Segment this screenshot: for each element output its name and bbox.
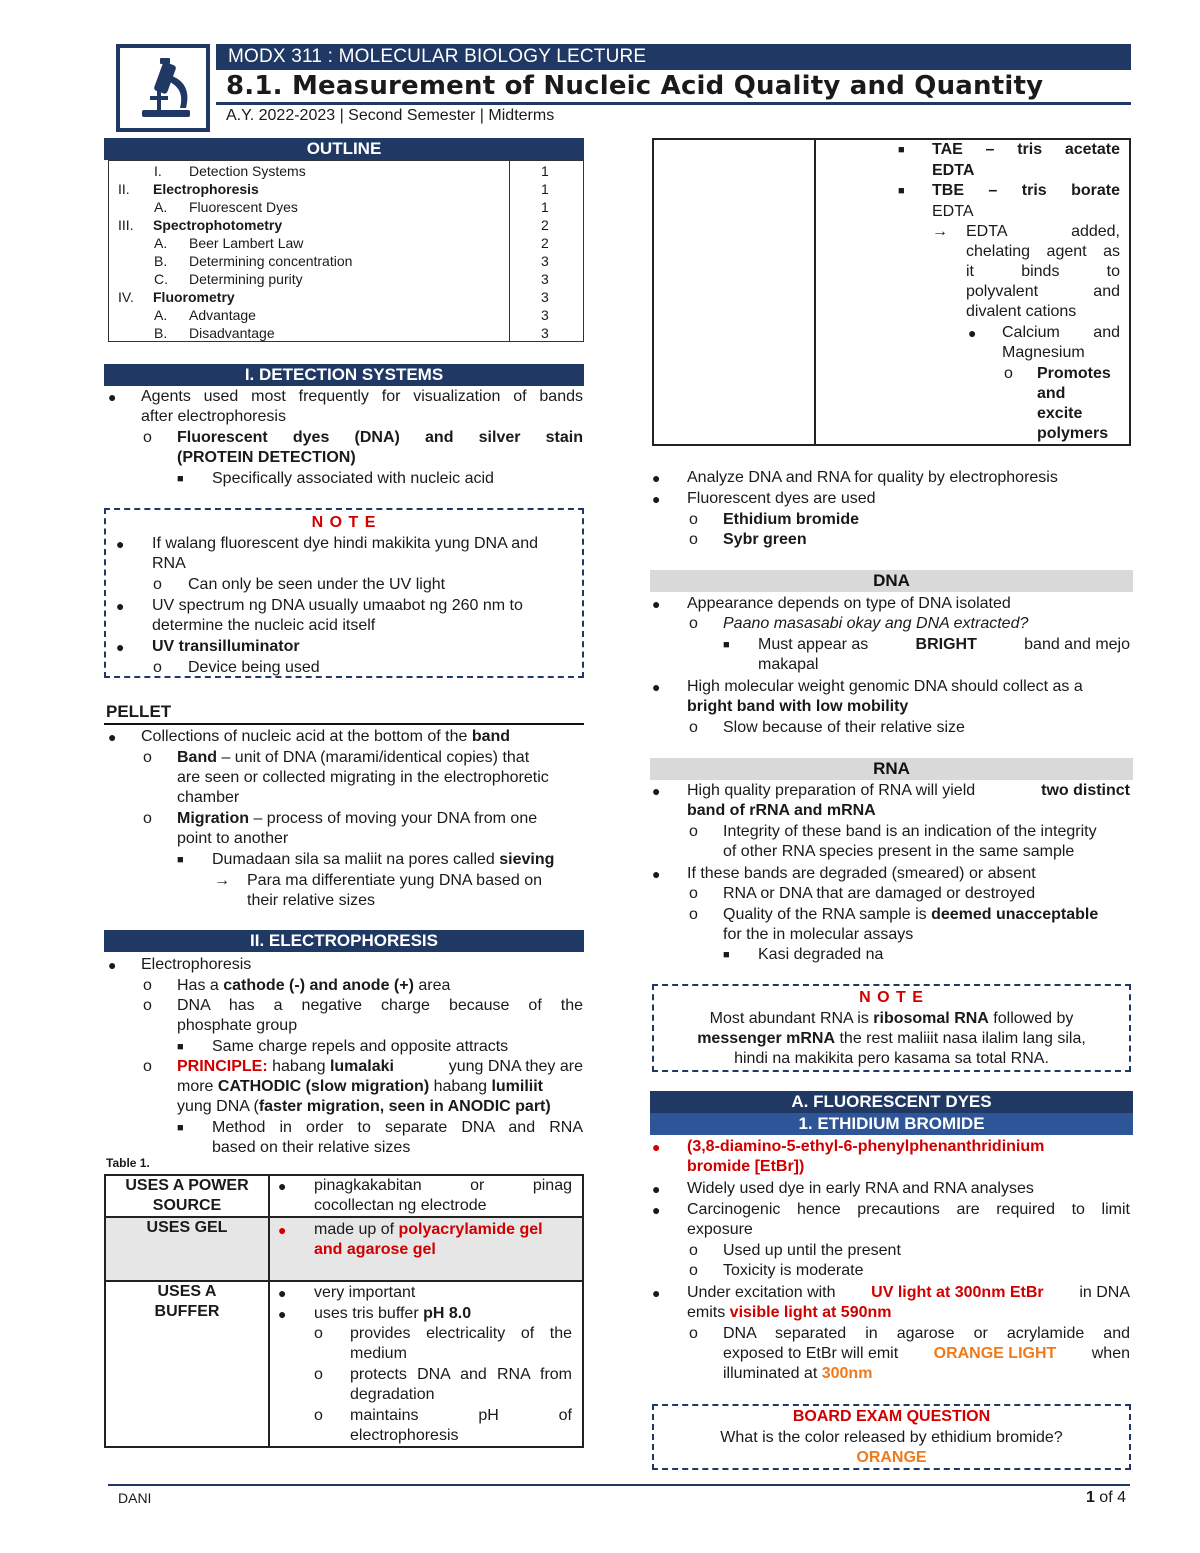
outline-number: C. bbox=[154, 271, 168, 287]
board-exam-question: What is the color released by ethidium bromide? bbox=[720, 1429, 1063, 1446]
square-bullet-icon: ■ bbox=[177, 854, 184, 866]
outline-label: Determining concentration bbox=[189, 253, 353, 269]
table-cell: cocollectan ng electrode bbox=[314, 1197, 487, 1214]
table-cell: made up of polyacrylamide gel bbox=[314, 1221, 543, 1238]
text-line: Method in order to separate DNA and RNA bbox=[212, 1119, 583, 1136]
outline-label: Electrophoresis bbox=[153, 181, 259, 197]
bullet-icon: ● bbox=[278, 1285, 287, 1301]
text-line: Can only be seen under the UV light bbox=[188, 576, 446, 593]
outline-page: 3 bbox=[541, 307, 549, 323]
circle-bullet-icon: o bbox=[689, 1242, 698, 1259]
outline-row bbox=[109, 288, 583, 306]
text-line: Slow because of their relative size bbox=[723, 719, 965, 736]
circle-bullet-icon: o bbox=[689, 719, 698, 736]
footer-divider bbox=[108, 1484, 1130, 1486]
board-exam-title: BOARD EXAM QUESTION bbox=[792, 1408, 991, 1425]
rna-heading: RNA bbox=[650, 758, 1133, 780]
text-line: If walang fluorescent dye hindi makikita yung DNA and bbox=[152, 535, 538, 552]
text-line: Integrity of these band is an indication of the integrity bbox=[723, 823, 1097, 840]
text-line: point to another bbox=[177, 830, 289, 847]
outline-row bbox=[109, 324, 583, 342]
circle-bullet-icon: o bbox=[143, 977, 152, 994]
outline-page: 1 bbox=[541, 181, 549, 197]
square-bullet-icon: ■ bbox=[723, 639, 730, 651]
outline-number: A. bbox=[154, 235, 168, 251]
bullet-icon: ● bbox=[652, 1285, 661, 1301]
text-line: Collections of nucleic acid at the bottom of the band bbox=[141, 728, 511, 745]
text-line: Electrophoresis bbox=[141, 956, 252, 973]
bullet-icon: ● bbox=[652, 470, 661, 486]
circle-bullet-icon: o bbox=[143, 810, 152, 827]
text-line: If these bands are degraded (smeared) or absent bbox=[687, 865, 1036, 882]
table-cell: excite bbox=[1037, 405, 1083, 422]
table-cell: protects DNA and RNA from bbox=[350, 1366, 572, 1383]
circle-bullet-icon: o bbox=[143, 1058, 152, 1075]
text-line: Quality of the RNA sample is deemed unacceptable bbox=[723, 906, 1099, 923]
bullet-icon: ● bbox=[652, 596, 661, 612]
bullet-icon: ● bbox=[108, 957, 117, 973]
bullet-icon: ● bbox=[116, 536, 125, 552]
circle-bullet-icon: o bbox=[143, 749, 152, 766]
text-line: DNA has a negative charge because of the bbox=[177, 997, 583, 1014]
fluorescent-dyes-heading: A. FLUORESCENT DYES bbox=[650, 1091, 1133, 1113]
table-cell: polymers bbox=[1037, 425, 1109, 442]
table-cell: EDTA bbox=[932, 162, 975, 179]
table-cell: provides electricality of the bbox=[350, 1325, 572, 1342]
bullet-icon: ● bbox=[116, 598, 125, 614]
circle-bullet-icon: o bbox=[143, 429, 152, 446]
footer-author: DANI bbox=[118, 1490, 152, 1506]
note-box bbox=[104, 508, 584, 678]
text-line: RNA or DNA that are damaged or destroyed bbox=[723, 885, 1036, 902]
text-line: Used up until the present bbox=[723, 1242, 901, 1259]
outline-number: III. bbox=[118, 217, 134, 233]
table-cell: uses tris buffer pH 8.0 bbox=[314, 1305, 472, 1322]
ethidium-bromide-heading: 1. ETHIDIUM BROMIDE bbox=[650, 1113, 1133, 1135]
text-line: Band – unit of DNA (marami/identical copies) that bbox=[177, 749, 530, 766]
text-line: based on their relative sizes bbox=[212, 1139, 411, 1156]
bullet-icon: ● bbox=[652, 866, 661, 882]
board-exam-answer: ORANGE bbox=[856, 1449, 927, 1466]
table-head: USES A bbox=[157, 1283, 217, 1300]
detection-heading: I. DETECTION SYSTEMS bbox=[104, 364, 584, 386]
text-line: illuminated at 300nm bbox=[723, 1365, 873, 1382]
text-line: Must appear as BRIGHT band and mejo bbox=[758, 636, 1130, 653]
outline-label: Spectrophotometry bbox=[153, 217, 283, 233]
outline-row bbox=[109, 306, 583, 324]
square-bullet-icon: ■ bbox=[723, 949, 730, 961]
outline-heading: OUTLINE bbox=[104, 138, 584, 160]
outline-page: 2 bbox=[541, 217, 549, 233]
outline-number: A. bbox=[154, 307, 168, 323]
text-line: Same charge repels and opposite attracts bbox=[212, 1038, 509, 1055]
text-line: (PROTEIN DETECTION) bbox=[177, 449, 356, 466]
outline-page: 1 bbox=[541, 163, 549, 179]
circle-bullet-icon: o bbox=[153, 576, 162, 593]
text-line: Most abundant RNA is ribosomal RNA followed by bbox=[709, 1010, 1074, 1027]
table-cell: Promotes bbox=[1037, 365, 1111, 382]
outline-label: Detection Systems bbox=[189, 163, 306, 179]
table-head: SOURCE bbox=[152, 1197, 222, 1214]
academic-year: A.Y. 2022-2023 | Second Semester | Midterms bbox=[226, 107, 555, 124]
text-line: Device being used bbox=[188, 659, 320, 676]
text-line: High molecular weight genomic DNA should collect as a bbox=[687, 678, 1083, 695]
text-line: DNA separated in agarose or acrylamide and bbox=[723, 1325, 1130, 1342]
text-line: Migration – process of moving your DNA from one bbox=[177, 810, 538, 827]
bullet-icon: ● bbox=[278, 1306, 287, 1322]
outline-number: IV. bbox=[118, 289, 134, 305]
table-head: USES A POWER bbox=[125, 1177, 249, 1194]
text-line: after electrophoresis bbox=[141, 408, 286, 425]
text-line: UV transilluminator bbox=[152, 638, 300, 655]
text-line: Para ma differentiate yung DNA based on bbox=[247, 872, 542, 889]
bullet-icon: ● bbox=[278, 1222, 287, 1238]
bullet-icon: ● bbox=[652, 1202, 661, 1218]
outline-label: Fluorometry bbox=[153, 289, 235, 305]
text-line: Toxicity is moderate bbox=[723, 1262, 864, 1279]
text-line: Kasi degraded na bbox=[758, 946, 884, 963]
square-bullet-icon: ■ bbox=[898, 185, 905, 197]
bullet-icon: ● bbox=[108, 729, 117, 745]
pellet-heading: PELLET bbox=[106, 702, 172, 721]
text-line: bright band with low mobility bbox=[687, 698, 909, 715]
circle-bullet-icon: o bbox=[314, 1366, 323, 1383]
outline-row bbox=[109, 252, 583, 270]
table-cell: and agarose gel bbox=[314, 1241, 436, 1258]
board-exam-box bbox=[652, 1404, 1131, 1470]
circle-bullet-icon: o bbox=[153, 659, 162, 676]
arrow-icon: → bbox=[214, 872, 230, 889]
outline-number: II. bbox=[118, 181, 130, 197]
text-line: bromide [EtBr]) bbox=[687, 1158, 805, 1175]
text-line: Under excitation with UV light at 300nm EtBr in DNA bbox=[687, 1284, 1130, 1301]
text-line: Agents used most frequently for visualization of bands bbox=[141, 388, 583, 405]
electrophoresis-heading: II. ELECTROPHORESIS bbox=[104, 930, 584, 952]
table-cell: divalent cations bbox=[966, 303, 1077, 320]
table-cell: degradation bbox=[350, 1386, 435, 1403]
bullet-icon: ● bbox=[652, 679, 661, 695]
circle-bullet-icon: o bbox=[314, 1325, 323, 1342]
table-cell: TAE – tris acetate bbox=[932, 141, 1120, 158]
text-line: Dumadaan sila sa maliit na pores called sieving bbox=[212, 851, 555, 868]
text-line: Appearance depends on type of DNA isolated bbox=[687, 595, 1011, 612]
bullet-icon: ● bbox=[652, 1139, 661, 1155]
outline-label: Determining purity bbox=[189, 271, 303, 287]
table-cell: TBE – tris borate bbox=[932, 182, 1120, 199]
text-line: band of rRNA and mRNA bbox=[687, 802, 876, 819]
electrophoresis-table bbox=[104, 1174, 584, 1448]
page-number: 1 of 4 bbox=[1085, 1489, 1126, 1506]
table-cell: Calcium and bbox=[1002, 324, 1120, 341]
circle-bullet-icon: o bbox=[689, 531, 698, 548]
table-cell: EDTA bbox=[932, 203, 974, 220]
text-line: exposure bbox=[687, 1221, 753, 1238]
text-line: Fluorescent dyes (DNA) and silver stain bbox=[177, 429, 583, 446]
outline-page: 3 bbox=[541, 253, 549, 269]
table-cell: Magnesium bbox=[1002, 344, 1085, 361]
outline-label: Fluorescent Dyes bbox=[189, 199, 298, 215]
text-line: are seen or collected migrating in the electrophoretic bbox=[177, 769, 549, 786]
text-line: emits visible light at 590nm bbox=[687, 1304, 892, 1321]
circle-bullet-icon: o bbox=[689, 906, 698, 923]
outline-page: 1 bbox=[541, 199, 549, 215]
text-line: Carcinogenic hence precautions are required to limit bbox=[687, 1201, 1130, 1218]
text-line: yung DNA (faster migration, seen in ANODIC part) bbox=[177, 1098, 551, 1115]
dna-heading: DNA bbox=[650, 570, 1133, 592]
square-bullet-icon: ■ bbox=[898, 144, 905, 156]
text-line: their relative sizes bbox=[247, 892, 376, 909]
outline-row bbox=[109, 234, 583, 252]
text-line: phosphate group bbox=[177, 1017, 298, 1034]
text-line: messenger mRNA the rest maliiit nasa ilalim lang sila, bbox=[697, 1030, 1086, 1047]
pellet-divider bbox=[104, 723, 584, 725]
text-line: UV spectrum ng DNA usually umaabot ng 260 nm to bbox=[152, 597, 523, 614]
arrow-icon: → bbox=[932, 223, 948, 240]
title-divider bbox=[216, 102, 1131, 105]
bullet-icon: ● bbox=[968, 325, 977, 341]
text-line: Sybr green bbox=[723, 531, 807, 548]
outline-number: B. bbox=[154, 253, 168, 269]
table-head: BUFFER bbox=[154, 1303, 220, 1320]
outline-number: A. bbox=[154, 199, 168, 215]
text-line: Analyze DNA and RNA for quality by electrophoresis bbox=[687, 469, 1058, 486]
table-cell: medium bbox=[350, 1345, 407, 1362]
logo bbox=[116, 44, 210, 132]
outline-row bbox=[109, 162, 583, 180]
text-line: Ethidium bromide bbox=[723, 511, 859, 528]
bullet-icon: ● bbox=[652, 783, 661, 799]
bullet-icon: ● bbox=[116, 639, 125, 655]
bullet-icon: ● bbox=[652, 491, 661, 507]
bullet-icon: ● bbox=[108, 389, 117, 405]
outline-number: B. bbox=[154, 325, 168, 341]
text-line: Fluorescent dyes are used bbox=[687, 490, 876, 507]
square-bullet-icon: ■ bbox=[177, 1041, 184, 1053]
text-line: exposed to EtBr will emit ORANGE LIGHT when bbox=[723, 1345, 1130, 1362]
square-bullet-icon: ■ bbox=[177, 1122, 184, 1134]
note-box bbox=[652, 984, 1131, 1072]
square-bullet-icon: ■ bbox=[177, 473, 184, 485]
outline-number: I. bbox=[154, 163, 162, 179]
course-bar: MODX 311 : MOLECULAR BIOLOGY LECTURE bbox=[216, 44, 1131, 70]
buffer-table-continued bbox=[652, 138, 1131, 446]
bullet-icon: ● bbox=[652, 1181, 661, 1197]
circle-bullet-icon: o bbox=[689, 1262, 698, 1279]
text-line: of other RNA species present in the same sample bbox=[723, 843, 1075, 860]
page-title: 8.1. Measurement of Nucleic Acid Quality and Quantity bbox=[226, 71, 1044, 101]
note-title: N O T E bbox=[311, 514, 377, 531]
table-cell: it binds to bbox=[966, 263, 1120, 280]
outline-label: Advantage bbox=[189, 307, 256, 323]
outline-page: 3 bbox=[541, 325, 549, 341]
circle-bullet-icon: o bbox=[689, 885, 698, 902]
text-line: chamber bbox=[177, 789, 240, 806]
text-line: High quality preparation of RNA will yield two distinct bbox=[687, 782, 1130, 799]
microscope-icon bbox=[120, 48, 206, 128]
text-line: Has a cathode (-) and anode (+) area bbox=[177, 977, 451, 994]
outline-label: Beer Lambert Law bbox=[189, 235, 304, 251]
table-cell: polyvalent and bbox=[966, 283, 1120, 300]
text-line: determine the nucleic acid itself bbox=[152, 617, 376, 634]
text-line: for the in molecular assays bbox=[723, 926, 914, 943]
table-cell: chelating agent as bbox=[966, 243, 1120, 260]
outline-page: 3 bbox=[541, 271, 549, 287]
outline-row bbox=[109, 270, 583, 288]
text-line: hindi na makikita pero kasama sa total RNA. bbox=[734, 1050, 1049, 1067]
text-line: PRINCIPLE: habang lumalaki yung DNA they are bbox=[177, 1058, 583, 1075]
table-cell: EDTA added, bbox=[966, 223, 1120, 240]
outline-label: Disadvantage bbox=[189, 325, 275, 341]
circle-bullet-icon: o bbox=[689, 1325, 698, 1342]
table-cell: maintains pH of bbox=[350, 1407, 572, 1424]
text-line: Widely used dye in early RNA and RNA analyses bbox=[687, 1180, 1034, 1197]
bullet-icon: ● bbox=[278, 1178, 287, 1194]
text-line: Specifically associated with nucleic acid bbox=[212, 470, 494, 487]
circle-bullet-icon: o bbox=[143, 997, 152, 1014]
text-line: RNA bbox=[152, 555, 186, 572]
outline-row bbox=[109, 198, 583, 216]
circle-bullet-icon: o bbox=[314, 1407, 323, 1424]
table-cell: and bbox=[1037, 385, 1066, 402]
circle-bullet-icon: o bbox=[689, 823, 698, 840]
outline-page: 2 bbox=[541, 235, 549, 251]
text-line: (3,8-diamino-5-ethyl-6-phenylphenanthridinium bbox=[687, 1138, 1045, 1155]
table-caption: Table 1. bbox=[106, 1156, 150, 1170]
outline-table bbox=[108, 160, 584, 342]
outline-page: 3 bbox=[541, 289, 549, 305]
text-line: makapal bbox=[758, 656, 819, 673]
text-line: more CATHODIC (slow migration) habang lumiliit bbox=[177, 1078, 543, 1095]
outline-row bbox=[109, 180, 583, 198]
text-line: Paano masasabi okay ang DNA extracted? bbox=[723, 615, 1029, 632]
note-title: N O T E bbox=[859, 989, 924, 1006]
circle-bullet-icon: o bbox=[1004, 365, 1013, 382]
table-cell: pinagkakabitan or pinag bbox=[314, 1177, 572, 1194]
table-head: USES GEL bbox=[146, 1219, 228, 1236]
circle-bullet-icon: o bbox=[689, 511, 698, 528]
table-cell: electrophoresis bbox=[350, 1427, 459, 1444]
table-cell: very important bbox=[314, 1284, 416, 1301]
outline-row bbox=[109, 216, 583, 234]
circle-bullet-icon: o bbox=[689, 615, 698, 632]
